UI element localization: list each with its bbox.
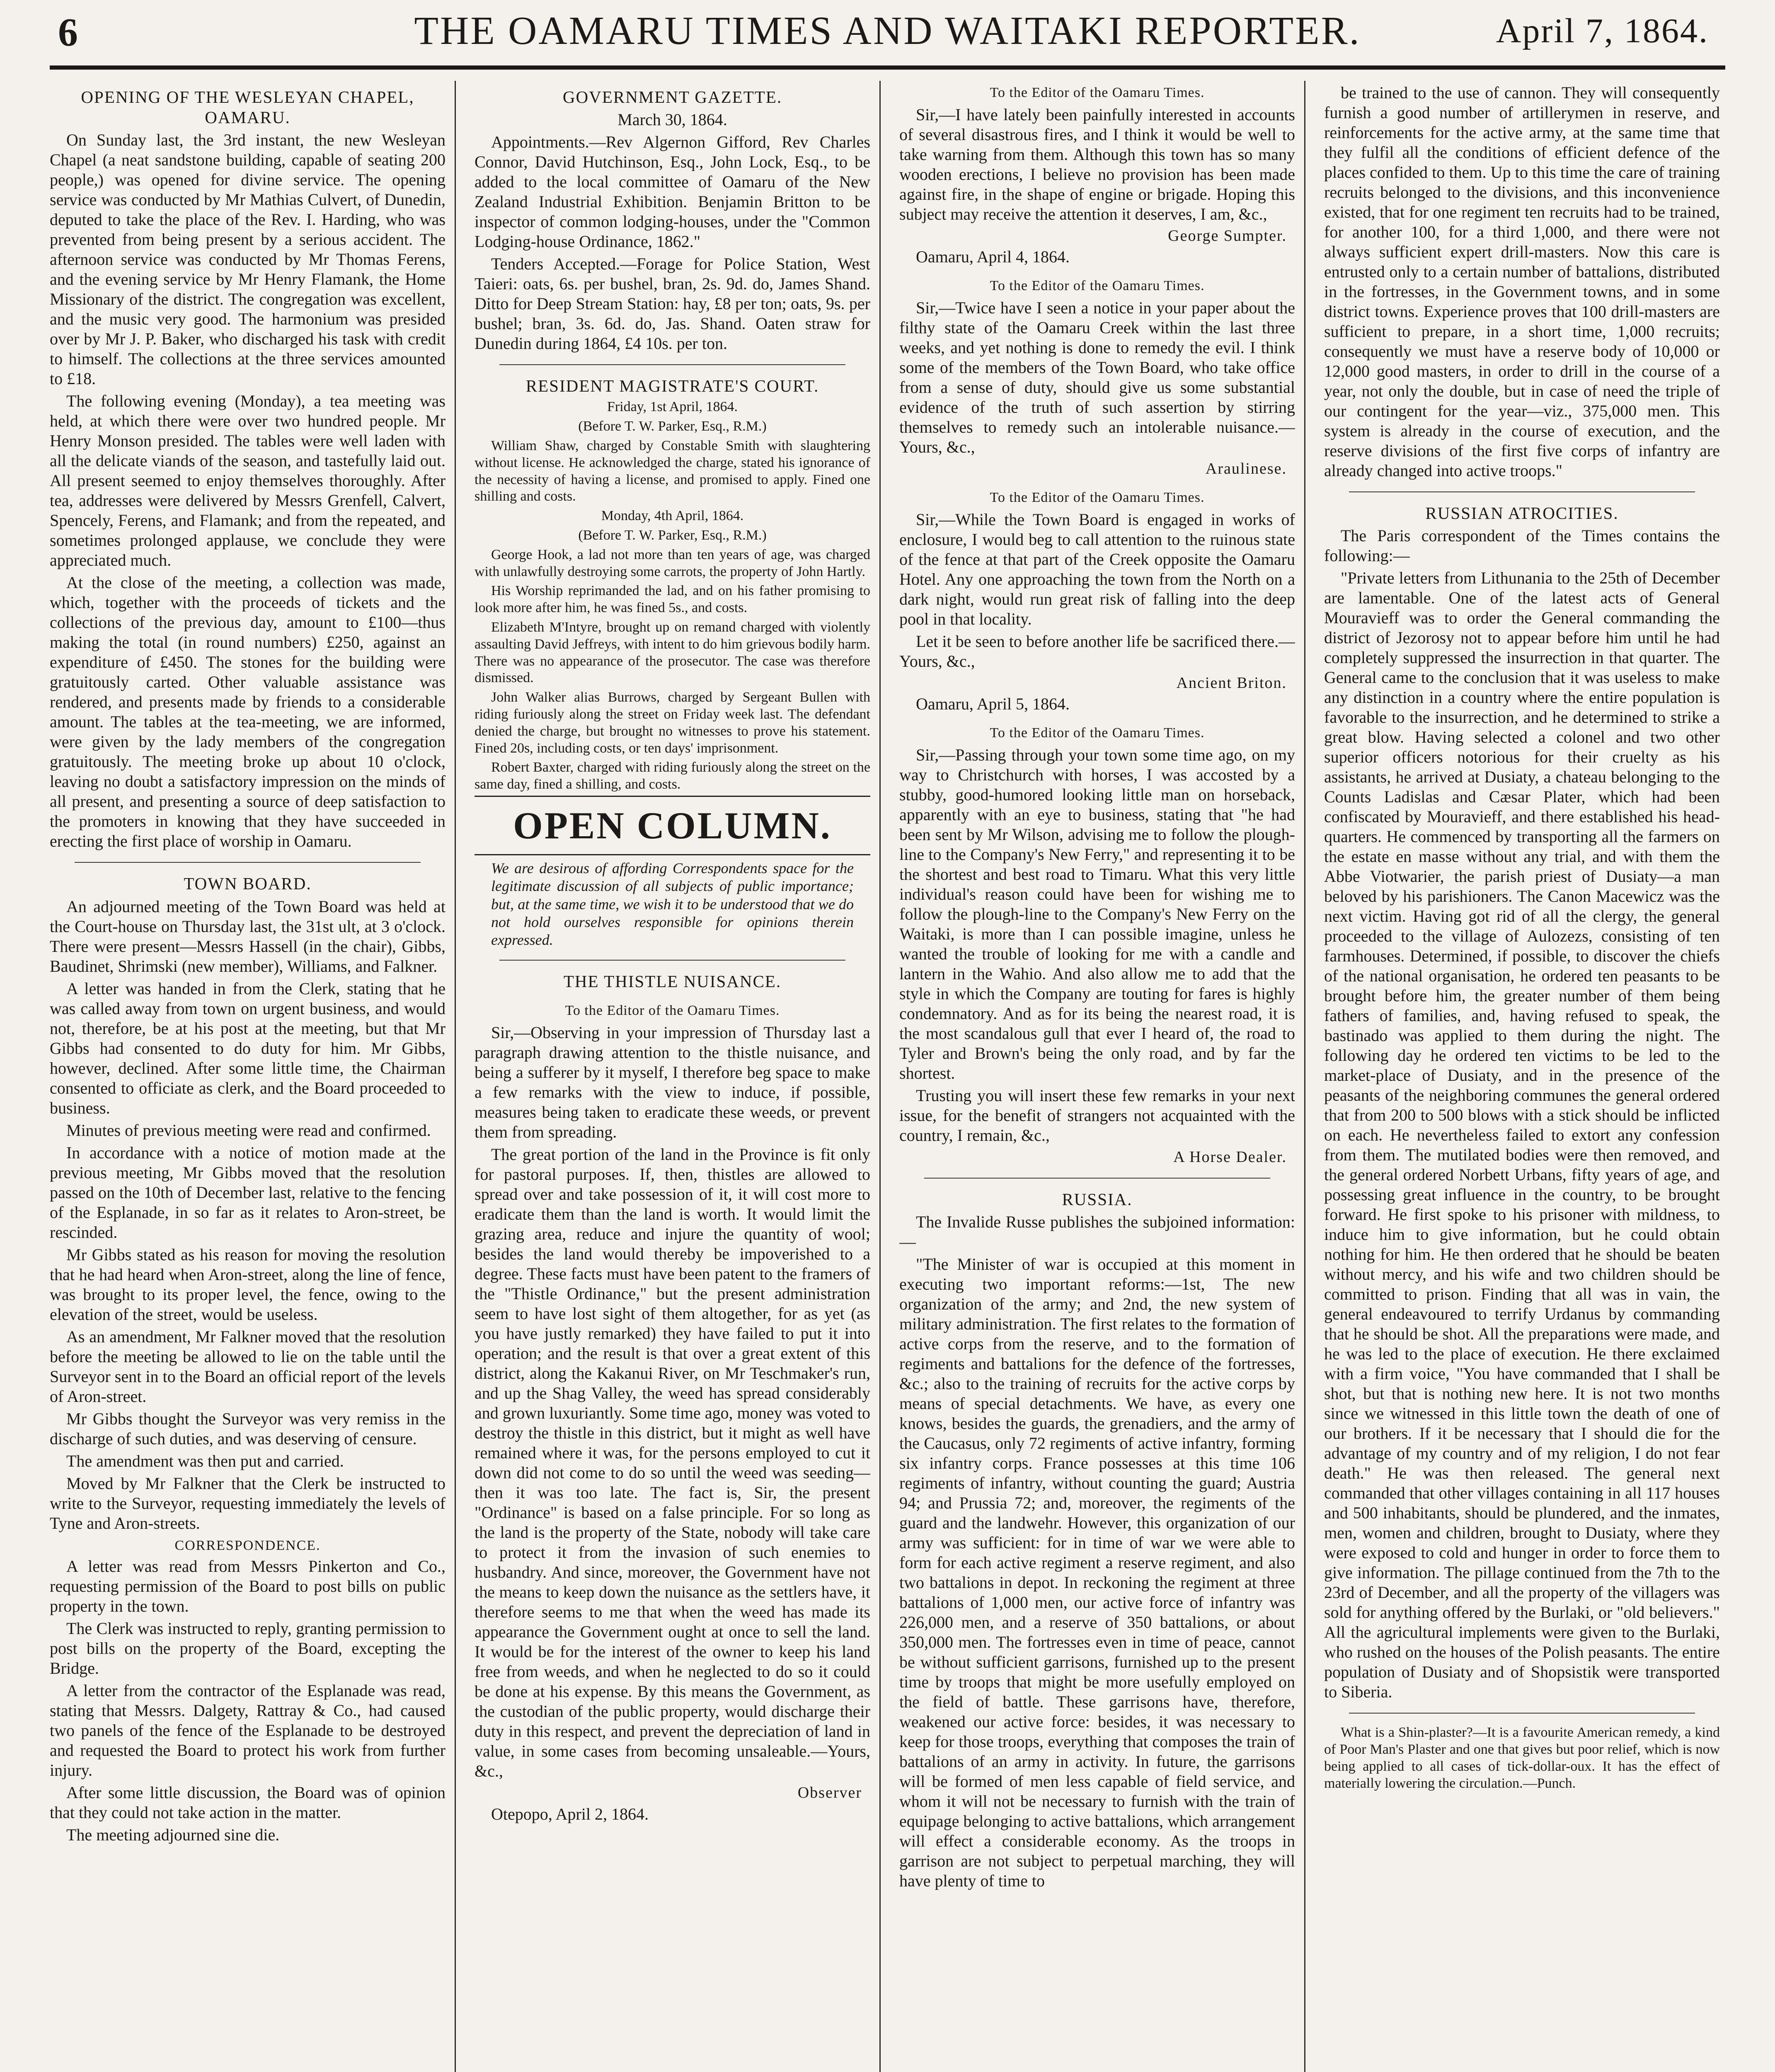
court-before-1: (Before T. W. Parker, Esq., R.M.) [578, 419, 767, 434]
paragraph: be trained to the use of cannon. They will consequently furnish a good number of artillerymen in reserve, and reinforcements for the active army, at the same time that they fulfil all the conditions of efficient defence of the places confided to them. Up to this time the care of training recruits belonged to the divisions, and this inconvenience existed, that for one regiment ten recruits had to be trained, for another 100, for a third 1,000, and there were not always sufficient expert drill-masters. Now this care is entrusted only to a certain number of battalions, distributed in the fortresses, in the Government towns, and in some district towns. Experience proves that 100 drill-masters are sufficient to prepare, in a short time, 1,000 recruits; consequently we must have a reserve body of 10,000 or 12,000 good masters, in order to drill in the course of a year, not only the double, but in case of need the triple of our contingent for the year—viz., 375,000 men. This system is already in the course of execution, and the reserve divisions of the first five corps of infantry are already changed into active troops." [1324, 83, 1720, 480]
paragraph: As an amendment, Mr Falkner moved that the resolution before the meeting be allowed to lie on the table until the Surveyor sent in to the Board an official report of the levels of Aron-street. [50, 1327, 446, 1406]
paragraph: "Private letters from Lithunania to the 25th of December are lamentable. One of the latest acts of General Mouravieff was to order the General commanding the district of Jezorosy not to appear before him until he had completely suppressed the insurrection in that quarter. The General came to the conclusion that it was useless to make any distinction in a country where the entire population is favorable to the insurrection, and he determined to strike a great blow. Having selected a colonel and two other superior officers notorious for their cruelty as his assistants, he arrived at Dusiaty, a chateau belonging to the Counts Ladislas and Cæsar Plater, which had been confiscated by Mouravieff, and there established his head-quarters. He commenced by transporting all the farmers on the estate en masse without any trial, and with them the Abbe Viotwarier, the parish priest of Dusiaty—a man beloved by his parishioners. The Canon Macewicz was the next victim. Having got rid of all the clergy, the general proceeded to the village of Aulozezs, consisting of ten farmhouses. Determined, if possible, to discover the chiefs of the national organisation, he ordered ten peasants to be brought before him, the greater number of them being fathers of families, and, having refused to speak, the bastinado was applied to them during the night. The following day he ordered ten victims to be led to the market-place of Dusiaty, and in the presence of the peasants of the neighboring communes the general ordered that from 200 to 500 blows with a stick should be inflicted on each. He nevertheless failed to extort any confession from them. The mutilated bodies were then removed, and the general ordered Norbett Urbans, fifty years of age, and possessing great influence in the country, to be brought forward. He first spoke to his prisoner with mildness, to induce him to give information, but he could obtain nothing for him. He then ordered that he should be beaten without mercy, and his wife and two children should be committed to prison. Finding that all was in vain, the general endeavoured to terrify Urdanus by commanding that he should be shot. All the preparations were made, and he was led to the place of execution. He there exclaimed with a firm voice, "You have commanded that I shall be shot, but that is nothing new here. It is not two months since we witnessed in this little town the death of one of our brothers. If it be necessary that I should die for the advantage of my country and of my religion, I do not fear death." He was then released. The general next commanded that other villages containing in all 117 houses and 500 inhabitants, should be plundered, and the inmates, men, women and children, brought to Dusiaty, where they were exposed to cold and hunger in order to force them to give information. The pillage continued from the 7th to the 23rd of December, and all the property of the villagers was sold for anything offered by the Burlaki, or "old believers." All the agricultural implements were given to the Burlaki, who rushed on the houses of the Polish peasants. The entire population of Dusiaty and of Shopsistik were transported to Siberia. [1324, 569, 1720, 1702]
letter-3-signature: Ancient Briton. [1176, 674, 1287, 692]
court-before-2: (Before T. W. Parker, Esq., R.M.) [578, 527, 767, 543]
paragraph: Moved by Mr Falkner that the Clerk be instructed to write to the Surveyor, requesting immediately the levels of Tyne and Aron-streets. [50, 1474, 446, 1532]
court-cases-1 [475, 438, 870, 505]
paragraph: Let it be seen to before another life be sacrificed there.—Yours, &c., [899, 632, 1295, 670]
column-1 [50, 83, 446, 2072]
paragraph: Sir,—Twice have I seen a notice in your paper about the filthy state of the Oamaru Creek within the last three weeks, and yet nothing is done to remedy the evil. I think some of the members of the Town Board, who take office from a sense of duty, should give us some substantial evidence of the truth of such assertion by stirring themselves to remedy such an intolerable nuisance.—Yours, &c., [899, 298, 1295, 457]
thistle-addressee: To the Editor of the Oamaru Times. [565, 1003, 780, 1019]
town-board-article [50, 897, 446, 1533]
paragraph: What is a Shin-plaster?—It is a favourite American remedy, a kind of Poor Man's Plaster and one that gives but poor relief, which is now being applied to all cases of tick-dollar-oux. It has the effect of materially lowering the circulation.—Punch. [1324, 1725, 1720, 1791]
shin-plaster-item [1324, 1724, 1720, 1792]
paragraph: William Shaw, charged by Constable Smith with slaughtering without license. He acknowledged the charge, stated his ignorance of the necessity of having a license, and promised to apply. Fined one shilling and costs. [475, 438, 870, 504]
paragraph: The amendment was then put and carried. [66, 1451, 344, 1470]
atrocities-article [1324, 526, 1720, 1702]
article-separator [499, 364, 845, 365]
russia-article [899, 1212, 1295, 1891]
paragraph: His Worship reprimanded the lad, and on his father promising to look more after him, he was fined 5s., and costs. [475, 583, 870, 616]
thistle-signature: Observer [797, 1784, 862, 1802]
paragraph: John Walker alias Burrows, charged by Sergeant Bullen with riding furiously along the street on Friday week last. The defendant denied the charge, but brought no witnesses to prove his statement. Fined 20s, including costs, or ten days' imprisonment. [475, 690, 870, 756]
paragraph: An adjourned meeting of the Town Board was held at the Court-house on Thursday last, the 31st ult, at 3 o'clock. There were present—Messrs Hassell (in the chair), Gibbs, Baudinet, Shrimski (new member), Williams, and Falkner. [50, 897, 446, 975]
letter-1-addressee: To the Editor of the Oamaru Times. [990, 85, 1205, 100]
paragraph: In accordance with a notice of motion made at the previous meeting, Mr Gibbs moved that the resolution passed on the 10th of December last, relative to the fencing of the Esplanade, in so far as it relates to Aron-street, be rescinded. [50, 1143, 446, 1242]
open-column-banner [475, 796, 870, 855]
atrocities-headline: RUSSIAN ATROCITIES. [1425, 503, 1619, 523]
paragraph: Tenders Accepted.—Forage for Police Station, West Taieri: oats, 6s. per bushel, bran, 2s. 9d. do, James Shand. Ditto for Deep Stream Station: hay, £8 per ton; oats, 9s. per bushel; bran, 3s. 6d. do, Jas. Shand. Oaten straw for Dunedin during 1864, £4 10s. per ton. [475, 254, 870, 353]
paragraph: Mr Gibbs stated as his reason for moving the resolution that he had heard when Aron-street, along the line of fence, was brought to its proper level, the fence, owing to the elevation of the street, would be useless. [50, 1245, 446, 1324]
paragraph: At the close of the meeting, a collection was made, which, together with the proceeds of tickets and the collections of the previous day, amount to £100—thus making the total (in round numbers) £250, against an expenditure of £450. The stones for the building were gratuitously carted. Other valuable assistance was rendered, and presents made by friends to a considerable amount. The tables at the tea-meeting, we are informed, were given by the lady members of the congregation gratuitously. The meeting broke up about 10 o'clock, leaving no doubt a satisfactory impression on the minds of all present, and presenting a source of deep satisfaction to the promoters in knowing that they have succeeded in erecting the first place of worship in Oamaru. [50, 573, 446, 851]
page-number: 6 [58, 10, 78, 54]
paragraph: The meeting adjourned sine die. [66, 1825, 280, 1844]
court-date-2: Monday, 4th April, 1864. [601, 508, 744, 524]
paragraph: Minutes of previous meeting were read and confirmed. [66, 1121, 431, 1140]
letter-4-addressee: To the Editor of the Oamaru Times. [990, 725, 1205, 741]
paragraph: Sir,—While the Town Board is engaged in works of enclosure, I would beg to call attention to the ruinous state of the fence at that part of the Creek opposite the Oamaru Hotel. Any one approaching the town from the North on a dark night, would run great risk of falling into the deep pool in that locality. [899, 510, 1295, 628]
paragraph: The Clerk was instructed to reply, granting permission to post bills on the property of the Board, excepting the Bridge. [50, 1619, 446, 1678]
gazette-date: March 30, 1864. [617, 110, 727, 129]
gazette-article [475, 132, 870, 353]
thistle-place: Otepopo, April 2, 1864. [491, 1804, 649, 1823]
paragraph: A letter was handed in from the Clerk, stating that he was called away from town on urgent business, and would not, therefore, be at his post at the meeting, but that Mr Gibbs had consented to do duty for him. Mr Gibbs, however, declined. After some little time, the Chairman consented to officiate as clerk, and the Board proceeded to business. [50, 979, 446, 1117]
letter-1-place: Oamaru, April 4, 1864. [916, 247, 1070, 266]
paragraph: The great portion of the land in the Province is fit only for pastoral purposes. If, then, thistles are allowed to spread over and take possession of it, it will cost more to eradicate them than the land is worth. It would limit the grazing area, reduce and injure the quantity of wool; besides the land would thereby be impoverished to a degree. These facts must have been patent to the framers of the "Thistle Ordinance," but the present administration seem to have lost sight of them altogether, for as yet (as you have justly remarked) they have failed to put it into operation; and the result is that over a great extent of this district, along the Kakanui River, on Mr Teschmaker's run, and up the Shag Valley, the weed has spread considerably and grown luxuriantly. Some time ago, money was voted to destroy the thistle in this district, but it might as well have remained where it was, for the persons employed to cut it down did not come to do so until the weed was seeding—then it was too late. The fact is, Sir, the present "Ordinance" is based on a false principle. For so long as the land is the property of the State, nobody will take care to protect it from the invasion of such enemies to husbandry. And since, moreover, the Government have not the means to keep down the nuisance as the settlers have, it therefore seems to me that when the weed has made its appearance the Government ought at once to sell the land. It would be for the interest of the owner to keep his land free from weeds, and when he neglected to do so it could be done at his expense. By this means the Government, as the custodian of the public property, would discharge their duty in this respect, and prevent the depreciation of land in value, in some cases from becoming unsaleable.—Yours, &c., [475, 1145, 870, 1781]
paragraph: After some little discussion, the Board was of opinion that they could not take action in the matter. [50, 1783, 446, 1822]
article-separator [1349, 491, 1695, 492]
letter-3-body [899, 510, 1295, 671]
thistle-headline: THE THISTLE NUISANCE. [563, 972, 782, 991]
paragraph: Appointments.—Rev Algernon Gifford, Rev Charles Connor, David Hutchinson, Esq., John Lock, Esq., to be added to the local committee of Oamaru of the New Zealand Industrial Exhibition. Benjamin Britton to be inspector of common lodging-houses, under the "Common Lodging-house Ordinance, 1862." [475, 133, 870, 251]
issue-date: April 7, 1864. [1496, 12, 1709, 50]
court-headline: RESIDENT MAGISTRATE'S COURT. [525, 376, 819, 396]
column-divider [879, 81, 881, 2072]
chapel-article [50, 130, 446, 851]
paragraph: Mr Gibbs thought the Surveyor was very remiss in the discharge of such duties, and was deserving of censure. [50, 1409, 446, 1448]
gazette-headline: GOVERNMENT GAZETTE. [562, 87, 782, 107]
letter-2-addressee: To the Editor of the Oamaru Times. [990, 278, 1205, 294]
court-cases-2 [475, 547, 870, 793]
article-separator [1349, 1713, 1695, 1714]
paragraph: A letter from the contractor of the Esplanade was read, stating that Messrs. Dalgety, Rattray & Co., had caused two panels of the fence of the Esplanade to be destroyed and requested the Board to protect his work from further injury. [50, 1681, 446, 1780]
russia-headline: RUSSIA. [1062, 1189, 1133, 1209]
newspaper-title: THE OAMARU TIMES AND WAITAKI REPORTER. [414, 8, 1361, 53]
chapel-headline: OPENING OF THE WESLEYAN CHAPEL, OAMARU. [81, 87, 414, 127]
paragraph: Sir,—Passing through your town some time ago, on my way to Christchurch with horses, I was accosted by a stubby, good-humored looking little man on horseback, apparently with an eye to business, stating that "he had been sent by Mr Wilson, advising me to follow the plough-line to the Company's New Ferry," and representing it to be the shortest and best road to Timaru. What this very little individual's reason could have been for wishing me to follow the plough-line to the Company's New Ferry on the Waitaki, is more than I can possible imagine, unless he wanted the trouble of looking for me with a candle and lantern in the Wahio. And also allow me to add that the style in which the Company are touting for fares is highly condemnatory. And as for its being the nearest road, it is the most scandalous gull that ever I heard of, the road to Tyler and Brown's being the only road, and by far the shortest. [899, 745, 1295, 1082]
open-column-note: We are desirous of affording Correspondents space for the legitimate discussion of all subjects of public importance; but, at the same time, we wish it to be understood that we do not hold ourselves responsible for opinions therein expressed. [491, 860, 854, 949]
article-separator [75, 862, 421, 863]
column-4 [1324, 83, 1720, 2072]
paragraph: The Paris correspondent of the Times contains the following:— [1324, 526, 1720, 565]
paragraph: On Sunday last, the 3rd instant, the new Wesleyan Chapel (a neat sandstone building, capable of seating 200 people,) was opened for divine service. The opening service was conducted by Mr Mathias Culvert, of Dunedin, deputed to take the place of the Rev. I. Harding, who was prevented from being present by a serious accident. The afternoon service was conducted by Mr Thomas Ferens, and the evening service by Mr Henry Flamank, the Home Missionary of the district. The congregation was excellent, and the music very good. The harmonium was presided over by Mr J. P. Baker, who discharged his task with credit to himself. The collections at the three services amounted to £18. [50, 131, 446, 388]
column-divider [1304, 81, 1305, 2072]
paragraph: The Invalide Russe publishes the subjoined information:— [899, 1212, 1295, 1251]
open-column-title: OPEN COLUMN. [513, 804, 832, 847]
masthead-rule [50, 65, 1725, 70]
paragraph: Trusting you will insert these few remarks in your next issue, for the benefit of strangers not acquainted with the country, I remain, &c., [899, 1086, 1295, 1145]
paragraph: Robert Baxter, charged with riding furiously along the street on the same day, fined a shilling, and costs. [475, 760, 870, 792]
paragraph: Elizabeth M'Intyre, brought up on remand charged with violently assaulting David Jeffreys, with intent to do him grievous bodily harm. There was no appearance of the prosecutor. The case was therefore dismissed. [475, 619, 870, 686]
column-3 [899, 83, 1295, 2072]
paragraph: George Hook, a lad not more than ten years of age, was charged with unlawfully destroying some carrots, the property of John Hartly. [475, 547, 870, 579]
letter-3-addressee: To the Editor of the Oamaru Times. [990, 489, 1205, 505]
paragraph: Sir,—I have lately been painfully interested in accounts of several disastrous fires, and I think it would be well to take warning from them. Although this town has so many wooden erections, I believe no provision has been made against fire, in the shape of engine or brigade. Hoping this subject may receive the attention it deserves, I am, &c., [899, 105, 1295, 223]
paragraph: The following evening (Monday), a tea meeting was held, at which there were over two hundred people. Mr Henry Monson presided. The tables were well laden with all the delicate viands of the season, and tastefully laid out. All present seemed to enjoy themselves thoroughly. After tea, addresses were delivered by Messrs Grenfell, Calvert, Spencely, Ferens, and Flamank; and from the repeated, and sometimes prolonged applause, we conclude they were appreciated much. [50, 392, 446, 570]
letter-1-body [899, 105, 1295, 224]
column-divider [455, 81, 456, 2072]
masthead [50, 0, 1725, 66]
letter-2-signature: Araulinese. [1205, 460, 1287, 478]
letter-2-body [899, 298, 1295, 457]
paragraph: Sir,—Observing in your impression of Thursday last a paragraph drawing attention to the thistle nuisance, and being a sufferer by it myself, I therefore beg space to make a few remarks with the view to induce, if possible, measures being taken to eradicate these weeds, or prevent them from spreading. [475, 1023, 870, 1142]
letter-4-body [899, 745, 1295, 1145]
town-board-headline: TOWN BOARD. [184, 874, 312, 893]
russia-continued [1324, 83, 1720, 481]
paragraph: "The Minister of war is occupied at this moment in executing two important reforms:—1st, The new organization of the army; and 2nd, the new system of military administration. The first relates to the formation of active corps from the reserve, and to the formation of regiments and battalions for the defence of the fortresses, &c.; also to the training of recruits for the active corps by means of special detachments. We have, as every one knows, besides the guards, the grenadiers, and the army of the Caucasus, only 72 regiments of active infantry, forming six infantry corps. France possesses at this time 106 regiments of infantry, without counting the guard; Austria 94; and Prussia 72; and, moreover, the regiments of the guard and the landwehr. However, this organization of our army was sufficient: for in time of war we were able to form for each active regiment a reserve regiment, and also two battalions in depot. In reckoning the regiment at three battalions of 1,000 men, our active force of infantry was 226,000 men, and a reserve of 350 battalions, or about 350,000 men. The fortresses even in time of peace, cannot be without sufficient garrisons, furnished up to the present time by troops that might be more usefully employed on the field of battle. These garrisons have, therefore, weakened our active force: besides, it was necessary to keep for those troops, everything that composes the train of battalions of an army in activity. In future, the garrisons will be formed of men less capable of field service, and whom it will not be necessary to furnish with the train of equipage belonging to active battalions, which arrangement will effect a considerable economy. As the troops in garrison are not subject to perpetual marching, they will have plenty of time to [899, 1254, 1295, 1890]
letter-3-place: Oamaru, April 5, 1864. [916, 695, 1070, 714]
correspondence-subheading: CORRESPONDENCE. [174, 1537, 321, 1553]
article-separator [924, 1178, 1270, 1179]
article-separator [499, 960, 845, 961]
correspondence-article [50, 1556, 446, 1845]
column-2 [475, 83, 870, 2072]
thistle-letter [475, 1023, 870, 1781]
letter-4-signature: A Horse Dealer. [1173, 1148, 1287, 1166]
court-date-1: Friday, 1st April, 1864. [607, 399, 738, 415]
paragraph: A letter was read from Messrs Pinkerton and Co., requesting permission of the Board to post bills on public property in the town. [50, 1557, 446, 1616]
letter-1-signature: George Sumpter. [1168, 227, 1287, 244]
